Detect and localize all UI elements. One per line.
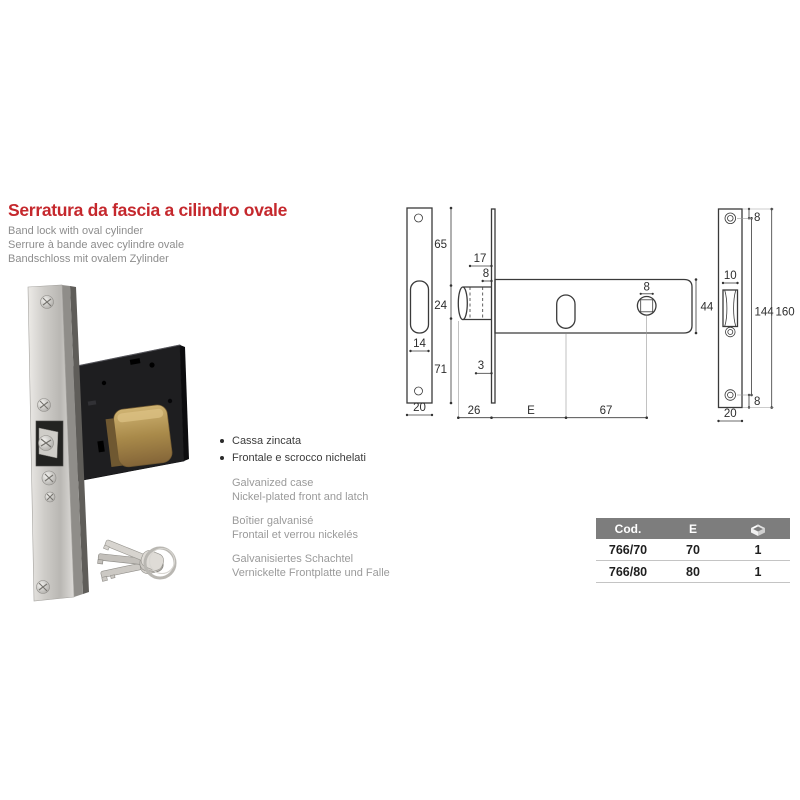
table-row bbox=[596, 561, 790, 583]
translation-group-fr bbox=[232, 515, 474, 542]
page-title: Serratura da fascia a cilindro ovale bbox=[8, 200, 288, 220]
col-header-cod: Cod. bbox=[614, 521, 642, 536]
countersunk-hole bbox=[725, 213, 736, 224]
keys bbox=[97, 534, 175, 583]
cell-qty: 1 bbox=[754, 564, 762, 579]
bullet-icon bbox=[220, 439, 224, 443]
dim-side-67-label: 67 bbox=[599, 405, 613, 417]
translation-group-de bbox=[232, 553, 474, 580]
dim-side-26-label: 26 bbox=[467, 405, 481, 417]
bullet-item bbox=[219, 450, 474, 467]
dim-side-E-label: E bbox=[527, 405, 535, 417]
countersunk-hole bbox=[725, 390, 736, 401]
subtitle-fr: Serrure à bande avec cylindre ovale bbox=[8, 238, 185, 251]
screw-hole bbox=[415, 387, 423, 395]
feature-line: Galvanized case bbox=[232, 477, 314, 489]
dim-strike-bottom-8-label: 8 bbox=[754, 396, 761, 408]
dim-side-8-label: 8 bbox=[482, 268, 490, 280]
cell-qty: 1 bbox=[754, 542, 762, 557]
spec-table bbox=[596, 518, 790, 583]
table-row bbox=[596, 539, 790, 561]
technical-drawing bbox=[390, 195, 795, 430]
bullet-item bbox=[219, 433, 474, 450]
dim-front-top-label: 65 bbox=[434, 239, 447, 251]
dim-side-17-label: 17 bbox=[473, 253, 487, 265]
cell-cod: 766/80 bbox=[608, 564, 648, 579]
product-photo bbox=[12, 281, 212, 613]
bullet-text: Frontale e scrocco nichelati bbox=[232, 451, 366, 464]
translation-group-en bbox=[232, 477, 474, 504]
subtitle-en: Band lock with oval cylinder bbox=[8, 225, 144, 237]
feature-list bbox=[219, 433, 474, 580]
feature-line: Frontail et verrou nickelés bbox=[232, 528, 358, 541]
dim-strike-160-label: 160 bbox=[775, 306, 795, 319]
feature-line: Nickel-plated front and latch bbox=[232, 490, 369, 503]
dim-front-width-label: 20 bbox=[413, 402, 426, 414]
feature-line: Galvanisiertes Schachtel bbox=[232, 553, 354, 565]
screw-hole bbox=[415, 214, 423, 222]
cell-e: 70 bbox=[686, 542, 700, 557]
side-view bbox=[457, 209, 714, 419]
table-header-row bbox=[596, 518, 790, 539]
dim-front-bottom-label: 71 bbox=[434, 364, 447, 376]
cylinder-slot bbox=[411, 281, 429, 333]
latch-cutout bbox=[36, 421, 63, 466]
bullet-icon bbox=[220, 456, 224, 460]
oval-cylinder-hole bbox=[557, 295, 575, 328]
bullet-text: Cassa zincata bbox=[232, 435, 302, 447]
dim-strike-144-label: 144 bbox=[754, 306, 774, 319]
dim-side-3-label: 3 bbox=[477, 360, 485, 372]
feature-line: Vernickelte Frontplatte und Falle bbox=[232, 566, 390, 579]
dim-strike-10-label: 10 bbox=[723, 270, 737, 282]
latch-slot bbox=[723, 290, 738, 327]
front-plate-view bbox=[406, 207, 453, 417]
dim-front-mid-label: 24 bbox=[434, 300, 447, 312]
dim-strike-top-8-label: 8 bbox=[754, 212, 761, 224]
dim-strike-20-label: 20 bbox=[723, 408, 737, 420]
spindle-hole bbox=[637, 282, 656, 316]
subtitle-de: Bandschloss mit ovalem Zylinder bbox=[8, 252, 169, 265]
faceplate bbox=[28, 285, 89, 601]
dim-body-44-label: 44 bbox=[700, 301, 714, 314]
lock-body-outline bbox=[495, 280, 692, 334]
dim-spindle-8-label: 8 bbox=[643, 281, 650, 294]
cell-e: 80 bbox=[686, 564, 700, 579]
package-icon bbox=[748, 521, 768, 537]
col-header-e: E bbox=[688, 521, 697, 536]
subtitle-block bbox=[8, 225, 308, 266]
dim-front-slot-label: 14 bbox=[413, 338, 426, 350]
countersunk-hole bbox=[726, 327, 736, 337]
col-header-qty bbox=[726, 521, 790, 537]
feature-line: Boîtier galvanisé bbox=[232, 515, 314, 527]
cell-cod: 766/70 bbox=[608, 542, 648, 557]
cylinder-protrusion bbox=[458, 287, 491, 320]
strike-plate-view bbox=[717, 208, 794, 423]
